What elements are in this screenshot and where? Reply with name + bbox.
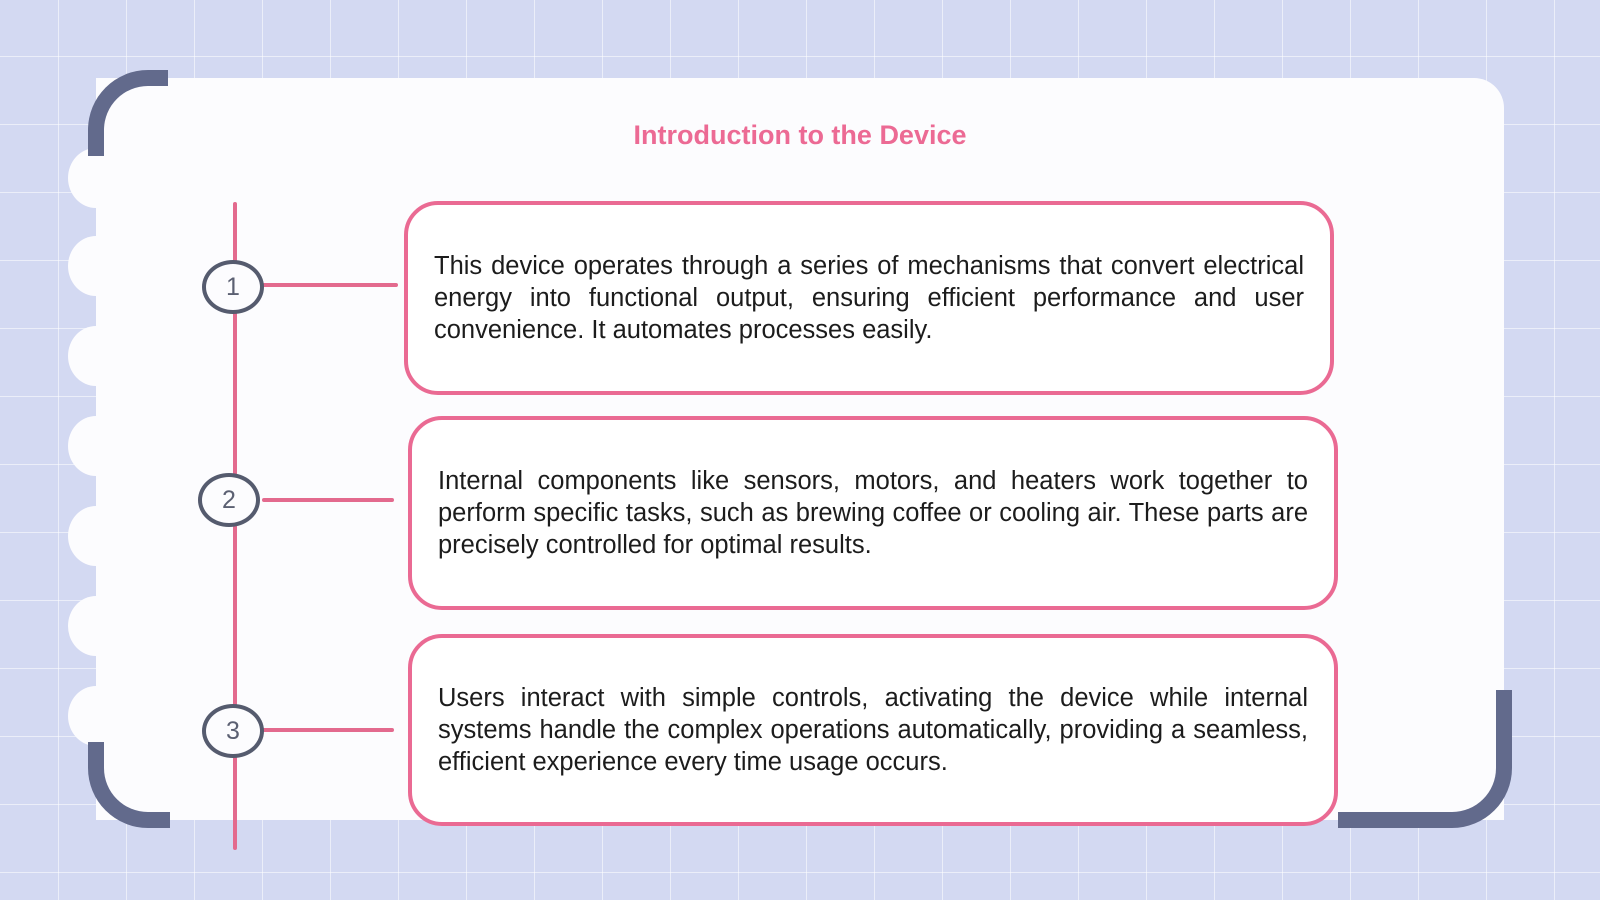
step-3-connector bbox=[262, 728, 394, 732]
card-scallop bbox=[68, 148, 124, 208]
step-2-connector bbox=[262, 498, 394, 502]
step-2-number-marker: 2 bbox=[198, 473, 260, 527]
slide-title: Introduction to the Device bbox=[633, 120, 967, 150]
card-scallop bbox=[68, 596, 124, 656]
step-3-number-marker: 3 bbox=[202, 704, 264, 758]
card-scallop bbox=[68, 686, 124, 746]
card-scallop bbox=[68, 236, 124, 296]
step-1-connector bbox=[262, 283, 398, 287]
step-1-box bbox=[404, 201, 1334, 395]
card-scallop bbox=[68, 326, 124, 386]
step-3-text: Users interact with simple controls, activating the device while internal systems handle the complex operations automatically, providing a seamless, efficient experience every time usage occurs. bbox=[438, 684, 1308, 776]
step-1-text: This device operates through a series of mechanisms that convert electrical energy into functional output, ensuring efficient performance and user convenience. It automates processes easily. bbox=[434, 252, 1304, 344]
step-2-box bbox=[408, 416, 1338, 610]
step-2-text: Internal components like sensors, motors, and heaters work together to perform specific tasks, such as brewing coffee or cooling air. These parts are precisely controlled for optimal results. bbox=[438, 467, 1308, 559]
step-1-number-marker: 1 bbox=[202, 260, 264, 314]
card-scallop bbox=[68, 506, 124, 566]
card-scallop bbox=[68, 416, 124, 476]
step-3-box bbox=[408, 634, 1338, 826]
